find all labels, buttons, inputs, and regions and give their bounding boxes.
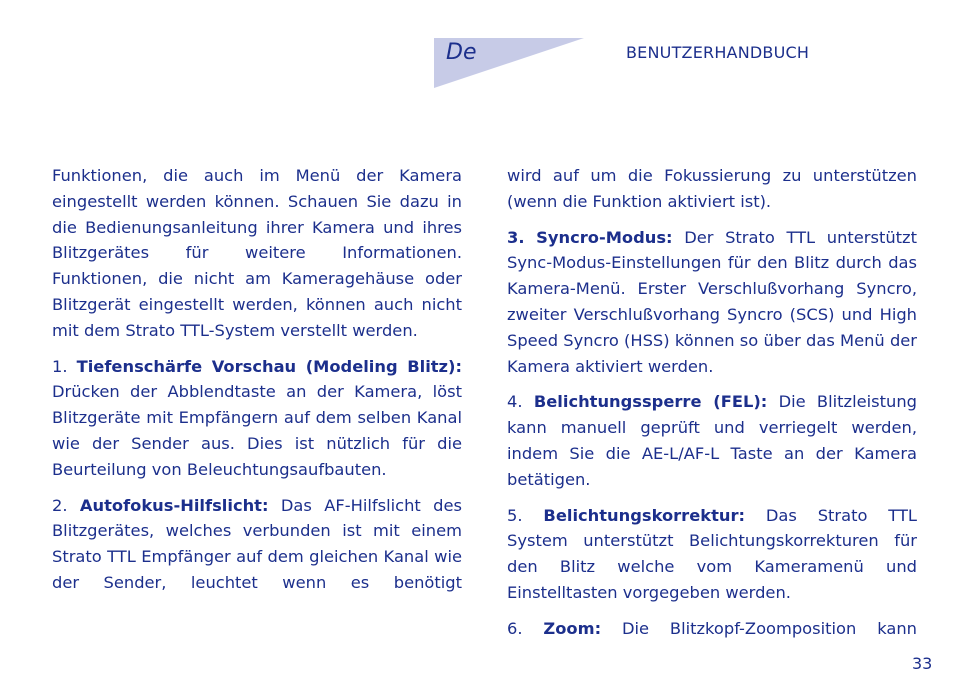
item-4-heading: Belichtungssperre (FEL): xyxy=(533,392,768,412)
item-2-number: 2. xyxy=(52,495,68,515)
manual-title: BENUTZERHANDBUCH xyxy=(626,43,810,62)
item-3-heading: Syncro-Modus: xyxy=(536,227,673,247)
item-6-text: Die Blitzkopf-Zoomposition kann xyxy=(621,618,917,638)
language-label: De xyxy=(446,40,477,65)
item-5-heading: Belichtungskorrektur: xyxy=(543,505,745,525)
item-1-paragraph xyxy=(52,354,462,483)
item-1-heading: Tiefenschärfe Vorschau (Modeling Blitz): xyxy=(76,356,462,376)
item-5-number: 5. xyxy=(507,505,523,525)
item-5-text: Das Strato TTL System unterstützt Belichtungskorrekturen für den Blitz welche vom Kameramenü und Einstelltasten vorgegeben werden. xyxy=(507,505,917,602)
item-6-paragraph xyxy=(507,616,917,642)
item-3-paragraph xyxy=(507,225,917,380)
item-1-text: Drücken der Abblendtaste an der Kamera, löst Blitzgeräte mit Empfängern auf dem selben Kanal wie der Sender aus. Dies ist nützlich für die Beurteilung von Beleuchtungsaufbauten. xyxy=(52,382,462,479)
intro-paragraph xyxy=(52,163,462,344)
item-2-paragraph xyxy=(52,493,462,596)
item-4-text: Die Blitzleistung kann manuell geprüft und verriegelt werden, indem Sie die AE-L/AF-L Taste an der Kamera betätigen. xyxy=(507,392,917,489)
item-2-heading: Autofokus-Hilfslicht: xyxy=(79,495,269,515)
item-4-paragraph xyxy=(507,389,917,492)
page-number: 33 xyxy=(912,654,933,673)
item-4-number: 4. xyxy=(507,392,523,412)
item-3-number: 3. xyxy=(507,227,525,247)
item-2-continuation-text: wird auf um die Fokussierung zu unterstützen (wenn die Funktion aktiviert ist). xyxy=(507,166,917,211)
right-column xyxy=(507,163,917,652)
item-5-paragraph xyxy=(507,503,917,606)
left-column xyxy=(52,163,462,606)
item-6-number: 6. xyxy=(507,618,523,638)
item-6-heading: Zoom: xyxy=(543,618,602,638)
item-2-text: Das AF-Hilfslicht des Blitzgerätes, welches verbunden ist mit einem Strato TTL Empfänger auf dem gleichen Kanal wie der Sender, leuchtet wenn es benötigt xyxy=(52,495,462,592)
item-2-continuation xyxy=(507,163,917,215)
intro-text: Funktionen, die auch im Menü der Kamera eingestellt werden können. Schauen Sie dazu in die Bedienungsanleitung ihrer Kamera und ihres Blitzgerätes für weitere Informationen. Funktionen, die nicht am Kameragehäuse oder Blitzgerät eingestellt werden, können auch nicht mit dem Strato TTL-System verstellt werden. xyxy=(52,166,462,340)
item-1-number: 1. xyxy=(52,356,68,376)
item-3-text: Der Strato TTL unterstützt Sync-Modus-Einstellungen für den Blitz durch das Kamera-Menü. Erster Verschlußvorhang Syncro, zweiter Verschlußvorhang Syncro (SCS) und High Speed Syncro (HSS) können so über das Menü der Kamera aktiviert werden. xyxy=(507,227,917,376)
